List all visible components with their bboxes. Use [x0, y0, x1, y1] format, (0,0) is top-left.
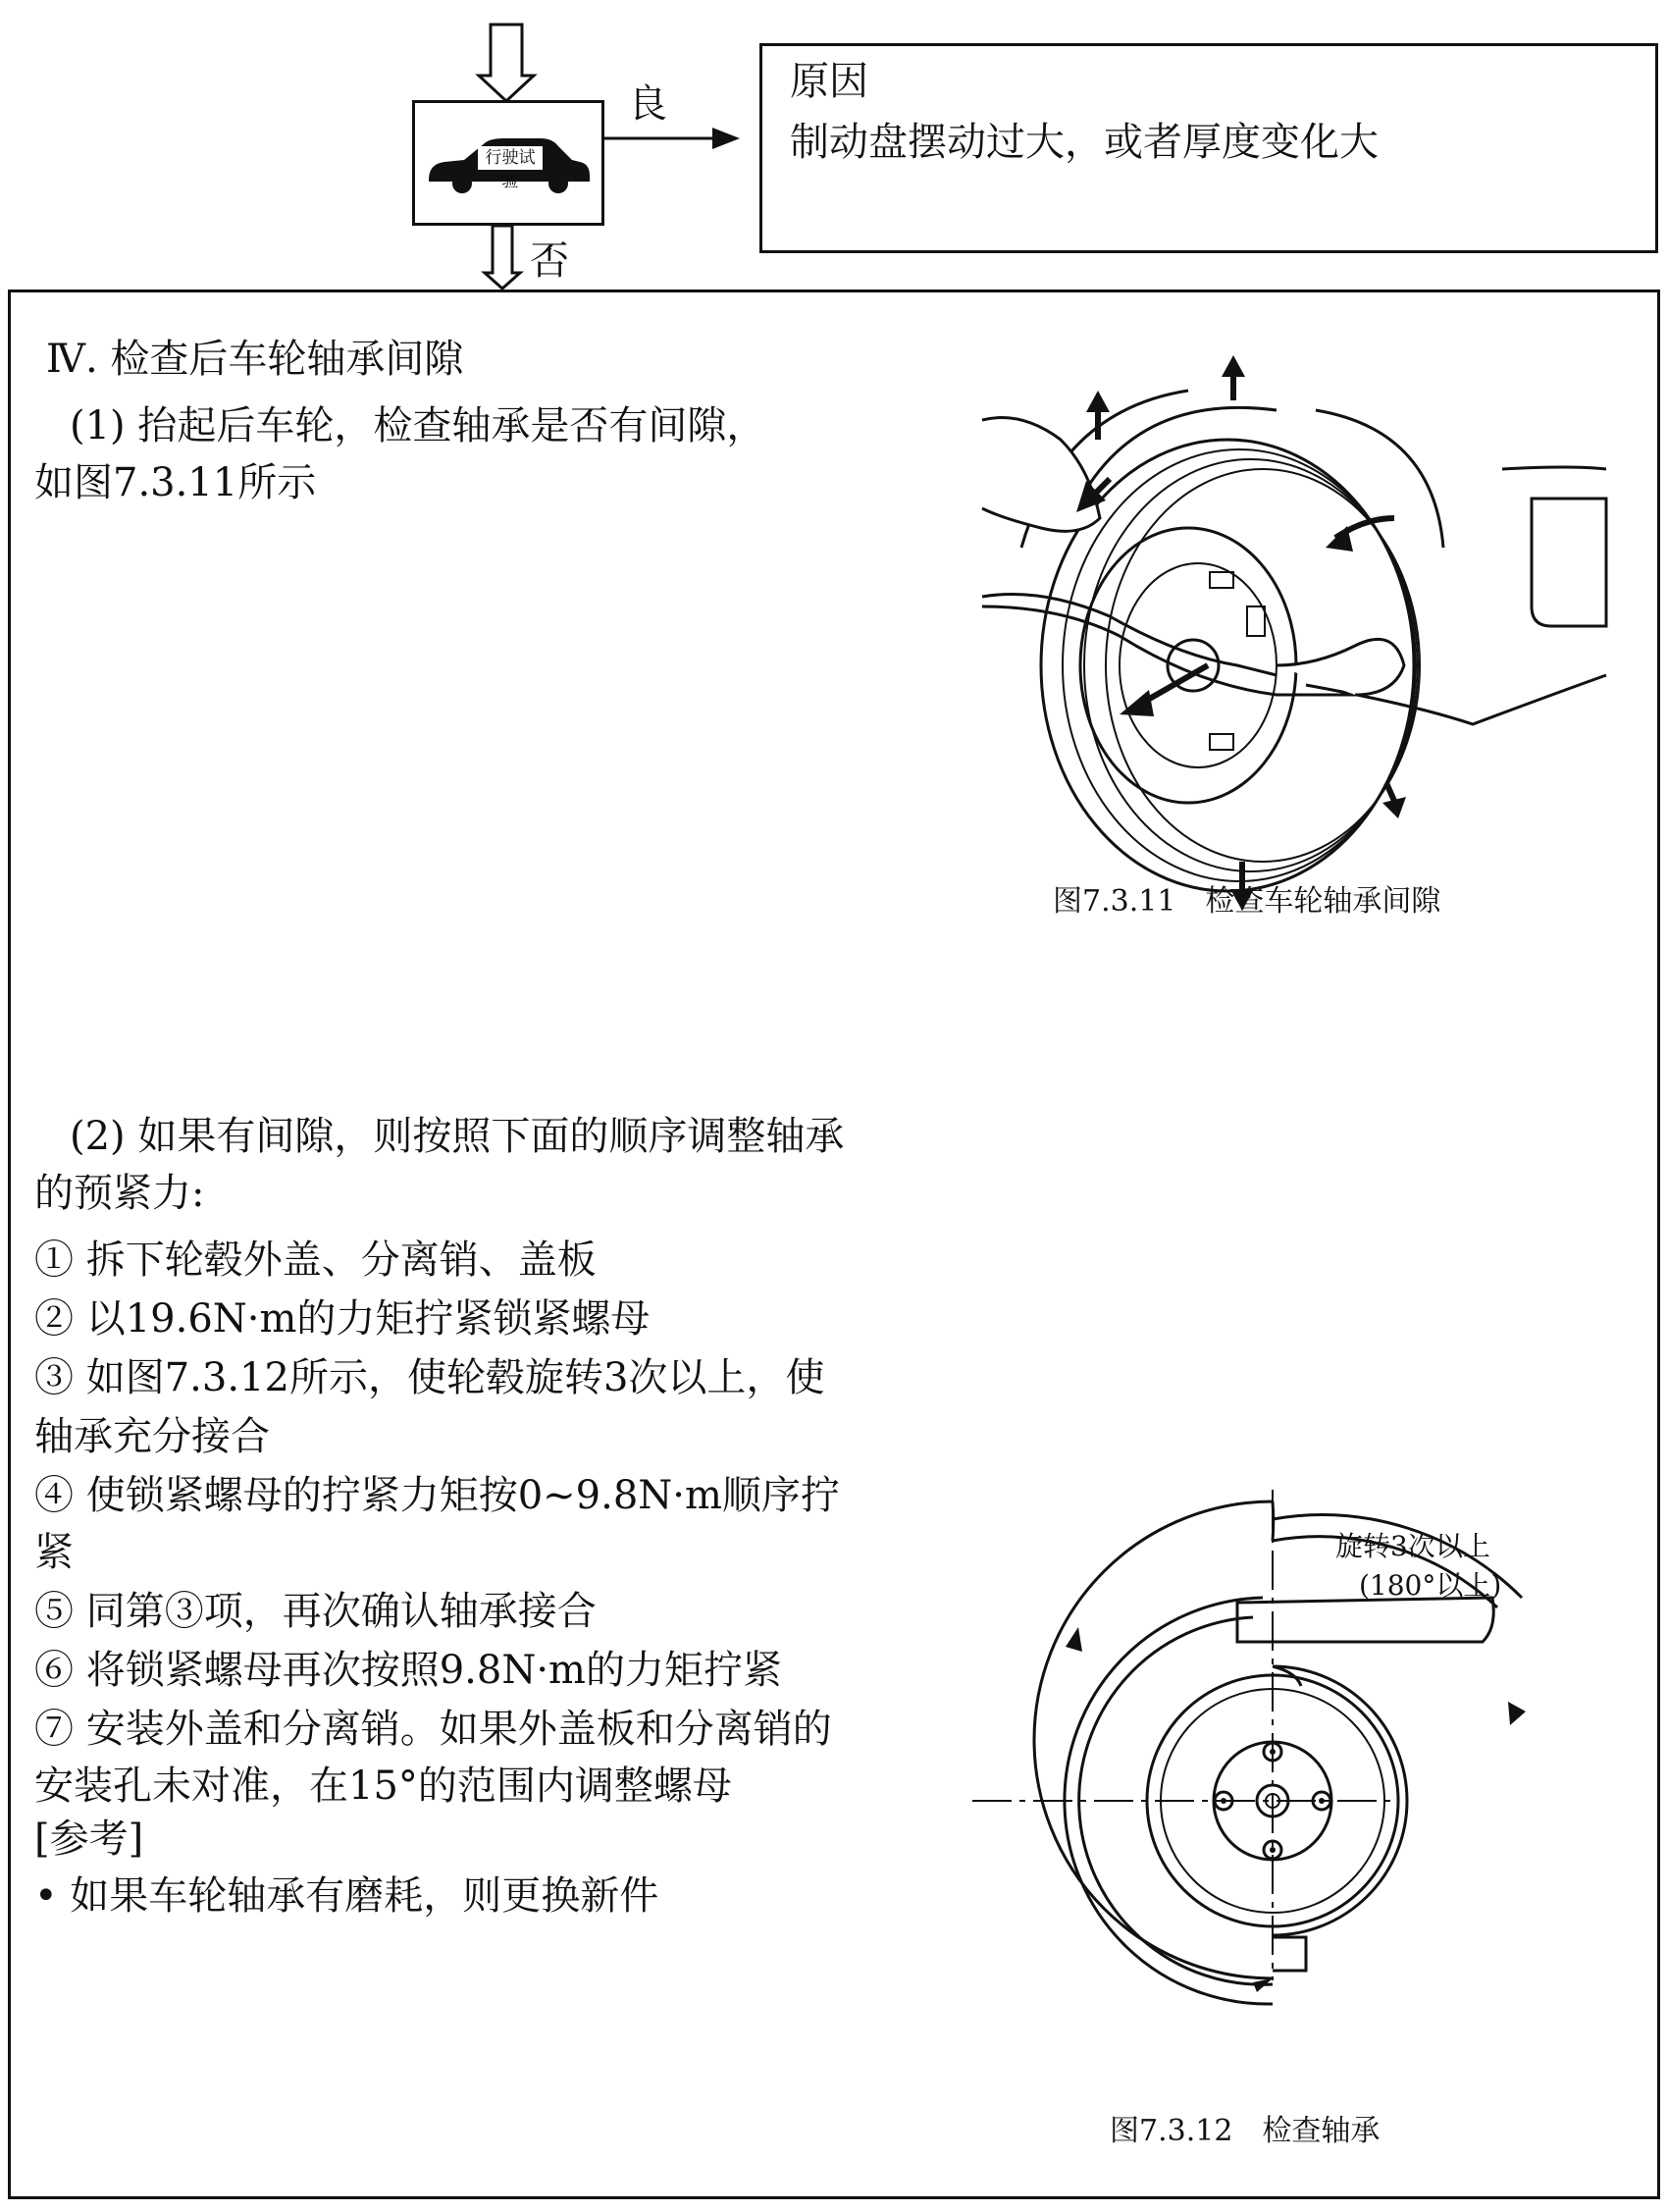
list-item: ⑥ 将锁紧螺母再次按照9.8N·m的力矩拧紧	[34, 1648, 782, 1693]
list-item: ③ 如图7.3.12所示，使轮毂旋转3次以上，使	[34, 1355, 825, 1400]
good-label: 良	[628, 81, 667, 127]
list-item: ④ 使锁紧螺母的拧紧力矩按0~9.8N·m顺序拧	[34, 1473, 840, 1518]
figure-7-3-12-caption: 图7.3.12 检查轴承	[1110, 2114, 1381, 2148]
list-item: 紧	[34, 1530, 74, 1575]
section-title: Ⅳ. 检查后车轮轴承间隙	[46, 337, 464, 382]
rotation-note-line1: 旋转3次以上	[1335, 1530, 1490, 1562]
step1-line2: 如图7.3.11所示	[34, 460, 317, 505]
step1-line1: (1) 抬起后车轮，检查轴承是否有间隙，	[70, 403, 766, 448]
list-item: ⑦ 安装外盖和分离销。如果外盖板和分离销的	[34, 1707, 832, 1752]
bearing-rotation-figure	[972, 1490, 1640, 2000]
down-arrow-icon	[485, 226, 520, 290]
rotation-note-line2: (180°以上)	[1359, 1569, 1502, 1602]
step2-line1: (2) 如果有间隙，则按照下面的顺序调整轴承	[70, 1114, 845, 1159]
step2-line2: 的预紧力:	[34, 1171, 205, 1216]
list-item: 安装孔未对准，在15°的范围内调整螺母	[34, 1764, 732, 1809]
cause-title: 原因	[790, 59, 868, 104]
list-item: ① 拆下轮毂外盖、分离销、盖板	[34, 1238, 597, 1283]
reference-bullet: • 如果车轮轴承有磨耗，则更换新件	[34, 1873, 659, 1919]
list-item: 轴承充分接合	[34, 1414, 270, 1459]
list-item: ⑤ 同第③项，再次确认轴承接合	[34, 1589, 597, 1634]
car-label: 行驶试验	[478, 146, 543, 170]
no-label: 否	[530, 238, 569, 284]
list-item: ② 以19.6N·m的力矩拧紧锁紧螺母	[34, 1296, 651, 1342]
reference-label: [参考]	[34, 1817, 144, 1862]
cause-text: 制动盘摆动过大，或者厚度变化大	[790, 120, 1379, 165]
driving-test-box	[412, 100, 604, 226]
figure-7-3-11-caption: 图7.3.11 检查车轮轴承间隙	[1053, 884, 1441, 919]
right-arrow-icon	[604, 124, 742, 153]
section-box	[8, 290, 1660, 2199]
cause-box	[759, 43, 1658, 253]
wheel-bearing-check-figure	[982, 371, 1610, 881]
down-arrow-icon	[479, 25, 534, 103]
